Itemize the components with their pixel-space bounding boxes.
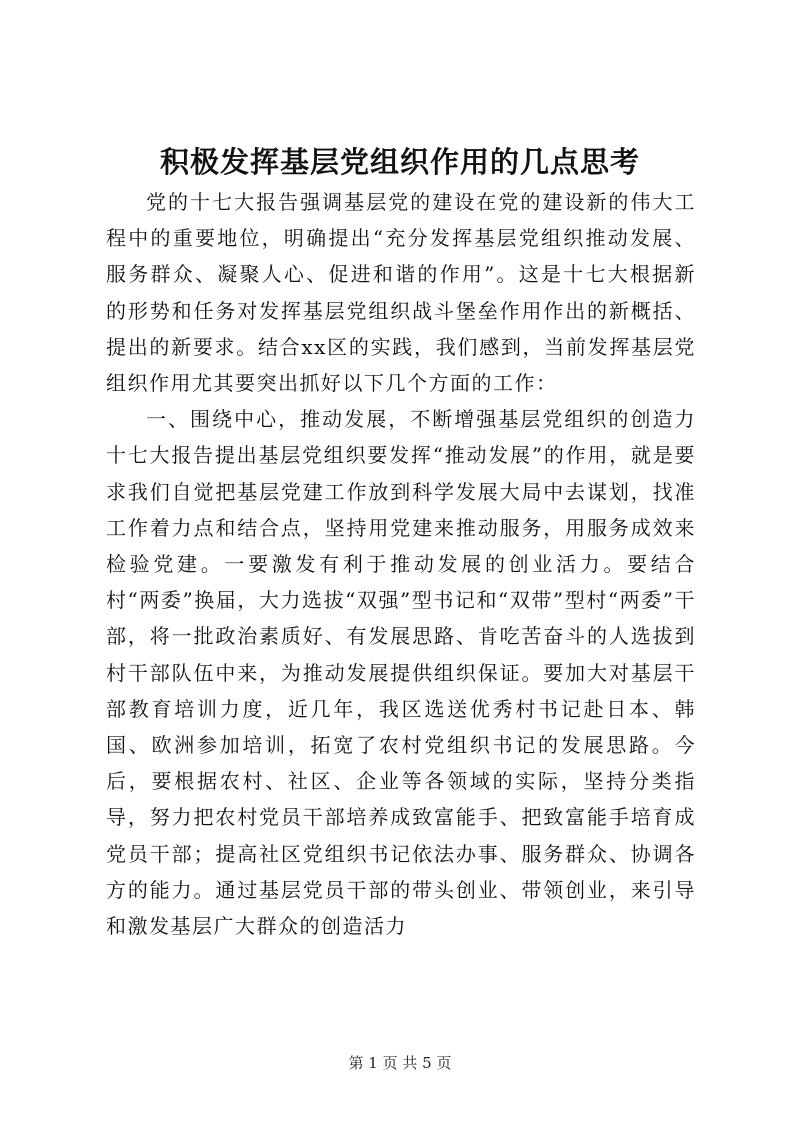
paragraph-section-one: 一、围绕中心，推动发展，不断增强基层党组织的创造力十七大报告提出基层党组织要发挥“推动发展”的作用，就是要求我们自觉把基层党建工作放到科学发展大局中去谋划，找准工作着力点和结合点，坚持用党建来推动服务，用服务成效来检验党建。一要激发有利于推动发展的创业活力。要结合村“两委”换届，大力选拔“双强”型书记和“双带”型村“两委”干部，将一批政治素质好、有发展思路、肯吃苦奋斗的人选拔到村干部队伍中来，为推动发展提供组织保证。要加大对基层干部教育培训力度，近几年，我区选送优秀村书记赴日本、韩国、欧洲参加培训，拓宽了农村党组织书记的发展思路。今后，要根据农村、社区、企业等各领域的实际，坚持分类指导，努力把农村党员干部培养成致富能手、把致富能手培育成党员干部；提高社区党组织书记依法办事、服务群众、协调各方的能力。通过基层党员干部的带头创业、带领创业，来引导和激发基层广大群众的创造活力 bbox=[106, 407, 696, 939]
paragraph-intro: 党的十七大报告强调基层党的建设在党的建设新的伟大工程中的重要地位，明确提出“充分发挥基层党组织推动发展、服务群众、凝聚人心、促进和谐的作用”。这是十七大根据新的形势和任务对发挥基层党组织战斗堡垒作用作出的新概括、提出的新要求。结合xx区的实践，我们感到，当前发挥基层党组织作用尤其要突出抓好以下几个方面的工作： bbox=[106, 190, 696, 396]
page-title: 积极发挥基层党组织作用的几点思考 bbox=[159, 145, 640, 179]
page-footer: 第 1 页 共 5 页 bbox=[348, 1054, 452, 1072]
document-body bbox=[106, 184, 696, 944]
